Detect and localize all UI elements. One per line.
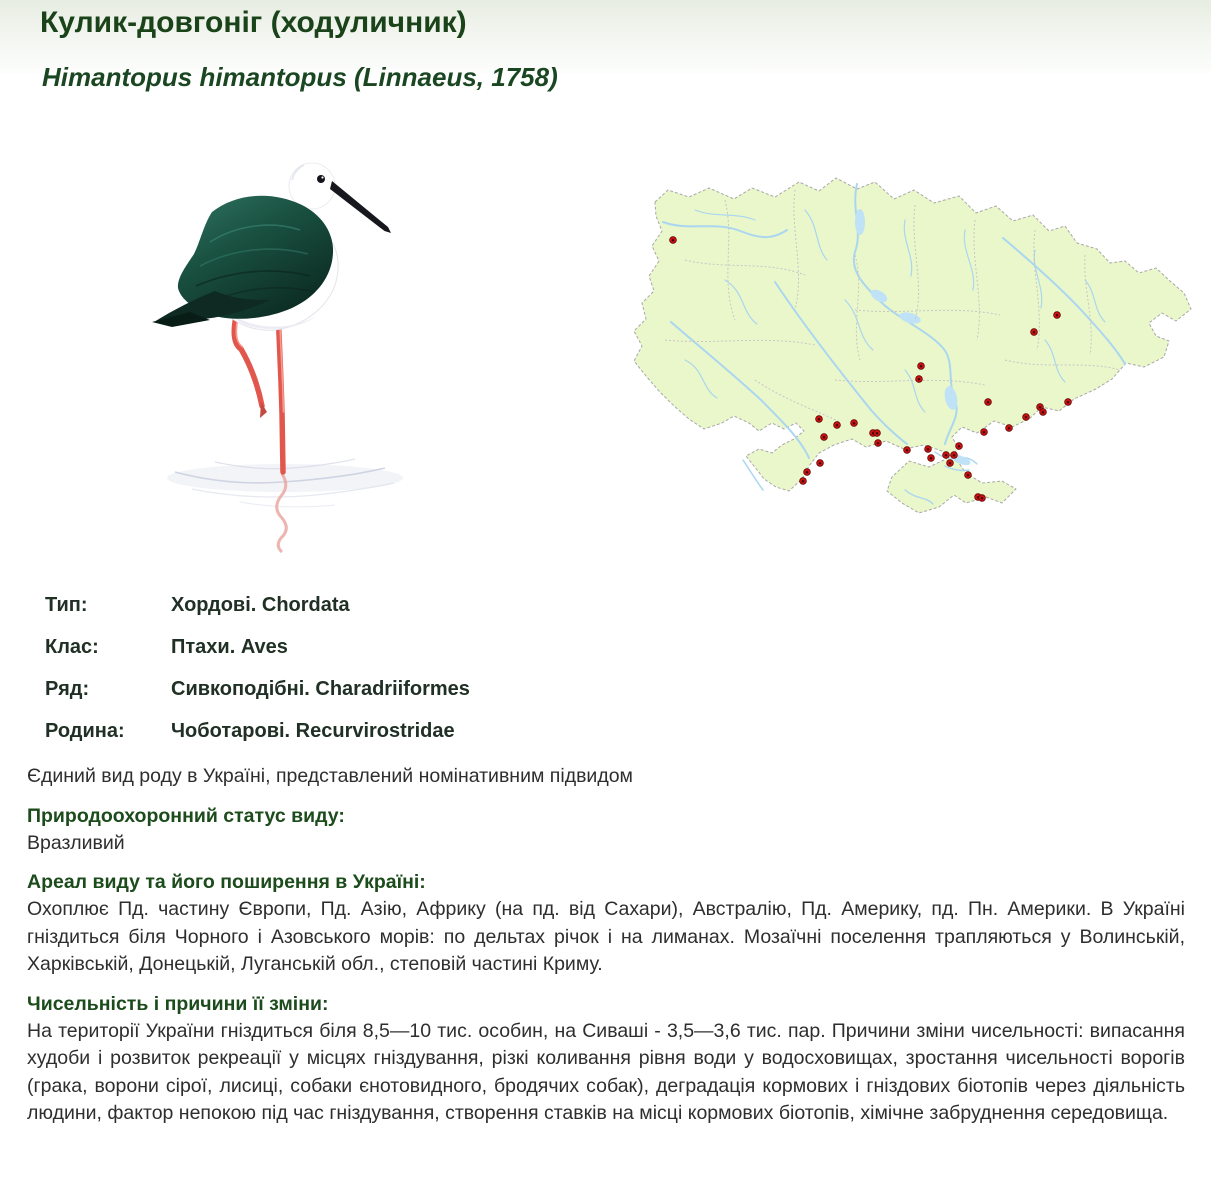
range-paragraph: Охоплює Пд. частину Європи, Пд. Азію, Африку (на пд. від Сахари), Австралію, Пд. Америку, пд. Пн. Америки. В Україні гніздиться біля Чорного і Азовського морів: по дельтах річок і на лиманах. Мозаїчні поселення трапляються у Волинській, Харківській, Донецькій, Луганській обл., степовій частині Криму. [27, 898, 1185, 975]
taxonomy-label: Тип: [45, 594, 88, 616]
taxonomy-label: Родина: [45, 720, 125, 742]
intro-paragraph: Єдиний вид роду в Україні, представлений номінативним підвидом [27, 765, 633, 787]
taxonomy-label: Ряд: [45, 678, 90, 700]
bird-eye [317, 175, 325, 183]
taxonomy-row [45, 592, 470, 618]
taxonomy-table [45, 592, 470, 760]
page-title: Кулик-довгоніг (ходуличник) [40, 6, 467, 39]
article-body [27, 763, 1185, 1139]
taxonomy-value: Чоботарові. Recurvirostridae [171, 720, 455, 742]
latin-name: Himantopus himantopus (Linnaeus, 1758) [42, 62, 558, 92]
section-heading-range: Ареал виду та його поширення в Україні: [27, 871, 426, 893]
bird-bill [330, 181, 391, 233]
taxonomy-row [45, 676, 470, 702]
status-text: Вразливий [27, 831, 125, 854]
section-heading-population: Чисельність і причини її зміни: [27, 992, 329, 1015]
bird-illustration [120, 150, 520, 570]
distribution-map [605, 160, 1195, 545]
bird-head [289, 163, 335, 209]
population-paragraph: На території України гніздиться біля 8,5—10 тис. особин, на Сиваші - 3,5—3,6 тис. пар. Причини зміни чисельності: випасання худоби і розвиток рекреації у місцях гніздування, різкі коливання рівня води у водосховищах, зростання чисельності ворогів (грака, ворони сірої, лисиці, собаки єнотовидного, бродячих собак), деградація кормових і гніздових біотопів через діяльність людини, фактор непокою під час гніздування, створення ставків на місці кормових біотопів, хімічне забруднення середовища. [27, 1019, 1185, 1124]
bird-legs [234, 308, 283, 472]
section-heading-status: Природоохоронний статус виду: [27, 804, 345, 827]
taxonomy-value: Птахи. Aves [171, 636, 288, 658]
taxonomy-row [45, 718, 470, 744]
taxonomy-row [45, 634, 470, 660]
taxonomy-label: Клас: [45, 636, 99, 658]
ukraine-outline [634, 178, 1191, 513]
taxonomy-value: Хордові. Chordata [171, 594, 350, 616]
taxonomy-value: Сивкоподібні. Charadriiformes [171, 678, 470, 700]
